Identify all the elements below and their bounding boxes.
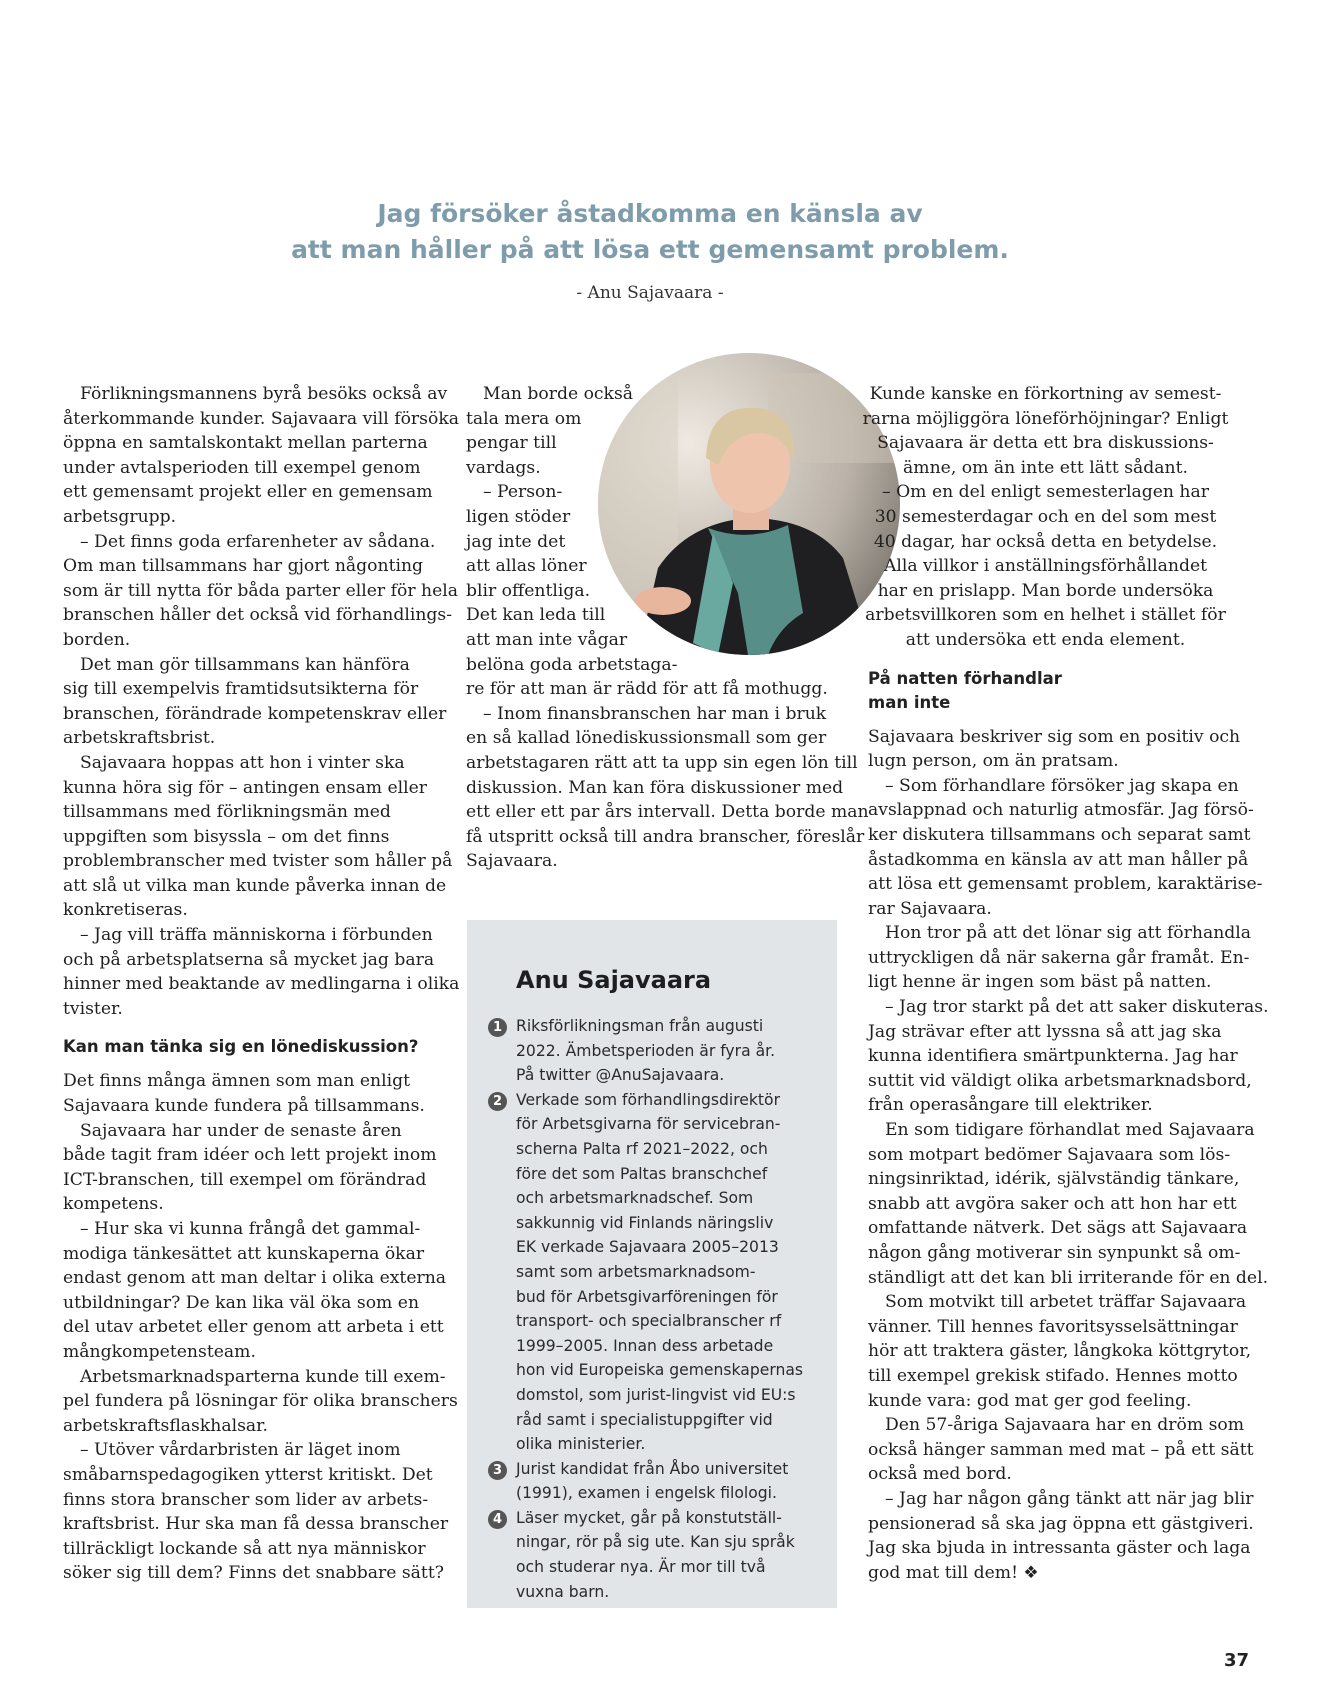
text-line: sig till exempelvis framtidsutsikterna för — [63, 679, 419, 700]
text-line: belöna goda arbetstaga- — [466, 654, 678, 675]
text-line: åstadkomma en känsla av att man håller på — [868, 849, 1249, 870]
text-line: tillsammans med förlikningsmän med — [63, 802, 391, 823]
text-line: att slå ut vilka man kunde påverka innan de — [63, 875, 447, 896]
text-line: avslappnad och naturlig atmosfär. Jag försö- — [868, 800, 1254, 821]
text-line: Sajavaara hoppas att hon i vinter ska — [80, 752, 405, 773]
text-line: ämne, om än inte ett lätt sådant. — [903, 457, 1188, 478]
text-line: arbetsgrupp. — [63, 506, 177, 527]
text-line: – Person- — [483, 482, 563, 503]
text-line: och på arbetsplatserna så mycket jag bara — [63, 949, 435, 970]
text-line: hör att traktera gäster, långkoka köttgrytor, — [868, 1341, 1252, 1362]
text-line: – Utöver vårdarbristen är läget inom — [80, 1440, 401, 1461]
info-line: före det som Paltas branschchef — [516, 1164, 768, 1183]
text-line: som motpart bedömer Sajavaara som lös- — [868, 1144, 1231, 1165]
text-line: utbildningar? De kan lika väl öka som en — [63, 1292, 420, 1313]
text-line: småbarnspedagogiken ytterst kritiskt. Det — [63, 1464, 433, 1485]
text-line: borden. — [63, 629, 131, 650]
text-line: Sajavaara beskriver sig som en positiv och — [868, 726, 1241, 747]
text-line: har en prislapp. Man borde undersöka — [877, 580, 1214, 601]
text-line: kraftsbrist. Hur ska man få dessa branscher — [63, 1514, 449, 1535]
text-line: Sajavaara kunde fundera på tillsammans. — [63, 1096, 425, 1117]
text-line: få utspritt också till andra branscher, föreslår — [466, 826, 865, 847]
info-line: Läser mycket, går på konstutställ- — [516, 1508, 782, 1527]
text-line: Hon tror på att det lönar sig att förhandla — [885, 923, 1252, 944]
info-line: samt som arbetsmarknadsom- — [516, 1262, 756, 1281]
text-line: att man inte vågar — [466, 629, 628, 650]
text-line: en så kallad lönediskussionsmall som ger — [466, 728, 827, 749]
text-line: Jag ska bjuda in intressanta gäster och laga — [868, 1538, 1251, 1559]
text-line: pensionerad så ska jag öppna ett gästgiveri. — [868, 1513, 1254, 1534]
text-line: En som tidigare förhandlat med Sajavaara — [885, 1120, 1255, 1141]
text-line: – Om en del enligt semesterlagen har — [882, 482, 1209, 503]
text-line: att allas löner — [466, 556, 587, 577]
text-line: Jag strävar efter att lyssna så att jag ska — [868, 1021, 1222, 1042]
text-line: tillräckligt lockande så att nya människor — [63, 1538, 426, 1559]
info-line: råd samt i specialistuppgifter vid — [516, 1410, 773, 1429]
section-heading: Kan man tänka sig en lönediskussion? — [63, 1037, 419, 1057]
info-line: (1991), examen i engelsk filologi. — [516, 1484, 777, 1503]
text-line: Det man gör tillsammans kan hänföra — [80, 654, 410, 675]
number-4-icon: 4 — [488, 1510, 507, 1529]
text-line: branschen, förändrade kompetenskrav eller — [63, 703, 447, 724]
text-line: 30 semesterdagar och en del som mest — [874, 506, 1217, 527]
text-line: kunna identifiera smärtpunkterna. Jag har — [868, 1046, 1238, 1067]
text-line: söker sig till dem? Finns det snabbare sätt? — [63, 1563, 444, 1584]
info-line: sakkunnig vid Finlands näringsliv — [516, 1213, 774, 1232]
text-line: också med bord. — [868, 1464, 1012, 1485]
info-list-item — [488, 1088, 828, 1457]
pull-quote-line: att man håller på att lösa ett gemensamt problem. — [291, 235, 1009, 264]
text-line: ständligt att det kan bli irriterande för en del. — [868, 1267, 1269, 1288]
text-line: 40 dagar, har också detta en betydelse. — [873, 531, 1218, 552]
info-line: Verkade som förhandlingsdirektör — [516, 1090, 780, 1109]
text-line: kompetens. — [63, 1194, 164, 1215]
text-line: finns stora branscher som lider av arbets- — [63, 1489, 429, 1510]
text-line: konkretiseras. — [63, 900, 188, 921]
info-box — [467, 920, 837, 1608]
info-line: scherna Palta rf 2021–2022, och — [516, 1139, 768, 1158]
text-line: arbetsvillkoren som en helhet i stället för — [865, 605, 1226, 626]
text-line: uppgiften som bisyssla – om det finns — [63, 826, 390, 847]
text-line: ningsinriktad, idérik, självständig tänkare, — [868, 1169, 1240, 1190]
info-line: bud för Arbetsgivarföreningen för — [516, 1287, 778, 1306]
text-line: tvister. — [63, 998, 123, 1019]
text-line: – Inom finansbranschen har man i bruk — [483, 703, 827, 724]
text-line: arbetskraftsflaskhalsar. — [63, 1415, 268, 1436]
info-line: och studerar nya. Är mor till två — [516, 1558, 766, 1577]
text-line: under avtalsperioden till exempel genom — [63, 457, 421, 478]
portrait-image — [598, 353, 900, 655]
section-heading-line: På natten förhandlar — [868, 668, 1062, 688]
text-line: vardags. — [466, 457, 541, 478]
info-line: domstol, som jurist-lingvist vid EU:s — [516, 1385, 796, 1404]
text-line: modiga tänkesättet att kunskaperna ökar — [63, 1243, 425, 1264]
text-line: att lösa ett gemensamt problem, karaktärise- — [868, 874, 1263, 895]
text-line: hinner med beaktande av medlingarna i olika — [63, 974, 460, 995]
text-line: Den 57-åriga Sajavaara har en dröm som — [885, 1415, 1245, 1436]
text-line: problembranscher med tvister som håller på — [63, 851, 453, 872]
text-line: rar Sajavaara. — [868, 898, 992, 919]
text-line: Kunde kanske en förkortning av semest- — [869, 384, 1222, 404]
text-line: – Hur ska vi kunna frångå det gammal- — [80, 1219, 421, 1239]
portrait-photo — [598, 353, 900, 655]
text-line: snabb att avgöra saker och att hon har ett — [868, 1193, 1237, 1214]
number-3-icon: 3 — [488, 1461, 507, 1480]
text-line: ett gemensamt projekt eller en gemensam — [63, 482, 433, 503]
text-line: någon gång motiverar sin synpunkt så om- — [868, 1243, 1241, 1263]
text-line: ICT-branschen, till exempel om förändrad — [63, 1169, 427, 1190]
info-line: hon vid Europeiska gemenskapernas — [516, 1361, 804, 1380]
text-line: Sajavaara är detta ett bra diskussions- — [877, 433, 1214, 454]
text-line: ker diskutera tillsammans och separat samt — [868, 824, 1251, 845]
section-heading — [868, 667, 1269, 715]
text-line: suttit vid väldigt olika arbetsmarknadsbord, — [868, 1070, 1252, 1091]
text-line: Förlikningsmannens byrå besöks också av — [80, 384, 448, 404]
text-line: återkommande kunder. Sajavaara vill försöka — [63, 408, 459, 429]
article-column-3 — [862, 382, 1269, 1585]
info-line: olika ministerier. — [516, 1435, 646, 1454]
text-line: jag inte det — [466, 531, 566, 552]
text-line: tala mera om — [466, 408, 582, 429]
text-line: arbetstagaren rätt att ta upp sin egen lön till — [466, 752, 858, 773]
info-list-item — [488, 1014, 828, 1088]
text-line: Det finns många ämnen som man enligt — [63, 1071, 411, 1092]
text-line: Arbetsmarknadsparterna kunde till exem- — [80, 1366, 446, 1387]
page-number: 37 — [1224, 1650, 1250, 1671]
text-line: Sajavaara har under de senaste åren — [80, 1120, 402, 1141]
text-line: Det kan leda till — [466, 605, 606, 626]
text-line: pel fundera på lösningar för olika branschers — [63, 1391, 458, 1412]
info-line: ningar, rör på sig ute. Kan sju språk — [516, 1533, 795, 1552]
pull-quote-line: Jag försöker åstadkomma en känsla av — [377, 199, 923, 228]
text-line: ett eller ett par års intervall. Detta borde man — [466, 802, 869, 823]
info-line: transport- och specialbranscher rf — [516, 1312, 782, 1331]
text-line: Alla villkor i anställningsförhållandet — [883, 556, 1208, 577]
section-heading-line: man inte — [868, 692, 951, 712]
text-line: kunna höra sig för – antingen ensam eller — [63, 777, 428, 798]
info-line: På twitter @AnuSajavaara. — [516, 1066, 725, 1085]
text-line: – Som förhandlare försöker jag skapa en — [885, 775, 1239, 796]
text-line: branschen håller det också vid förhandlings- — [63, 605, 453, 626]
text-line: lugn person, om än pratsam. — [868, 751, 1119, 772]
text-line: Sajavaara. — [466, 851, 558, 872]
text-line: som är till nytta för båda parter eller för hela — [63, 580, 458, 601]
text-line: uttryckligen då när sakerna går framåt. En- — [868, 947, 1250, 968]
text-line: öppna en samtalskontakt mellan parterna — [63, 433, 428, 454]
text-line: del utav arbetet eller genom att arbeta i ett — [63, 1317, 444, 1338]
info-list — [488, 1014, 828, 1604]
text-line: rarna möjliggöra löneförhöjningar? Enligt — [862, 408, 1229, 429]
text-line: att undersöka ett enda element. — [905, 629, 1186, 650]
text-line: mångkompetensteam. — [63, 1341, 256, 1362]
number-1-icon: 1 — [488, 1018, 507, 1037]
info-line: 2022. Ämbetsperioden är fyra år. — [516, 1041, 776, 1060]
text-line: från operasångare till elektriker. — [868, 1095, 1153, 1116]
text-line: arbetskraftsbrist. — [63, 728, 216, 749]
text-line: diskussion. Man kan föra diskussioner med — [466, 777, 844, 798]
info-line: vuxna barn. — [516, 1582, 610, 1601]
text-line: endast genom att man deltar i olika externa — [63, 1268, 447, 1289]
text-line: både tagit fram idéer och lett projekt inom — [63, 1145, 437, 1166]
info-line: 1999–2005. Innan dess arbetade — [516, 1336, 774, 1355]
info-list-item — [488, 1457, 828, 1506]
text-line: re för att man är rädd för att få mothugg. — [466, 679, 828, 700]
pull-quote — [0, 196, 1300, 268]
article-column-1 — [63, 382, 459, 1586]
info-line: Riksförlikningsman från augusti — [516, 1017, 764, 1035]
text-line: – Jag tror starkt på det att saker diskuteras. — [885, 997, 1269, 1018]
text-line: blir offentliga. — [466, 580, 591, 601]
text-line: ligt henne är ingen som bäst på natten. — [868, 972, 1212, 993]
info-line: och arbetsmarknadschef. Som — [516, 1189, 754, 1208]
text-line: också hänger samman med mat – på ett sätt — [868, 1439, 1254, 1460]
text-line: god mat till dem! ❖ — [868, 1562, 1039, 1583]
text-line: Man borde också — [483, 384, 634, 404]
text-line: kunde vara: god mat ger god feeling. — [868, 1390, 1192, 1411]
info-line: för Arbetsgivarna för servicebran- — [516, 1115, 781, 1134]
text-line: pengar till — [466, 433, 557, 454]
info-line: EK verkade Sajavaara 2005–2013 — [516, 1238, 779, 1257]
text-line: vänner. Till hennes favoritsysselsättningar — [868, 1316, 1238, 1337]
quote-author: - Anu Sajavaara - — [576, 283, 724, 303]
text-line: Som motvikt till arbetet träffar Sajavaara — [885, 1292, 1247, 1313]
text-line: till exempel grekisk stifado. Hennes motto — [868, 1365, 1238, 1386]
text-line: omfattande nätverk. Det sägs att Sajavaara — [868, 1218, 1248, 1239]
text-line: – Jag har någon gång tänkt att när jag blir — [885, 1488, 1254, 1509]
text-line: – Jag vill träffa människorna i förbunden — [80, 925, 433, 946]
info-list-item — [488, 1506, 828, 1604]
info-box-title: Anu Sajavaara — [516, 966, 712, 994]
text-line: – Det finns goda erfarenheter av sådana. — [80, 531, 436, 552]
number-2-icon: 2 — [488, 1092, 507, 1111]
text-line: ligen stöder — [466, 506, 571, 527]
text-line: Om man tillsammans har gjort någonting — [63, 556, 424, 577]
info-line: Jurist kandidat från Åbo universitet — [516, 1459, 789, 1478]
